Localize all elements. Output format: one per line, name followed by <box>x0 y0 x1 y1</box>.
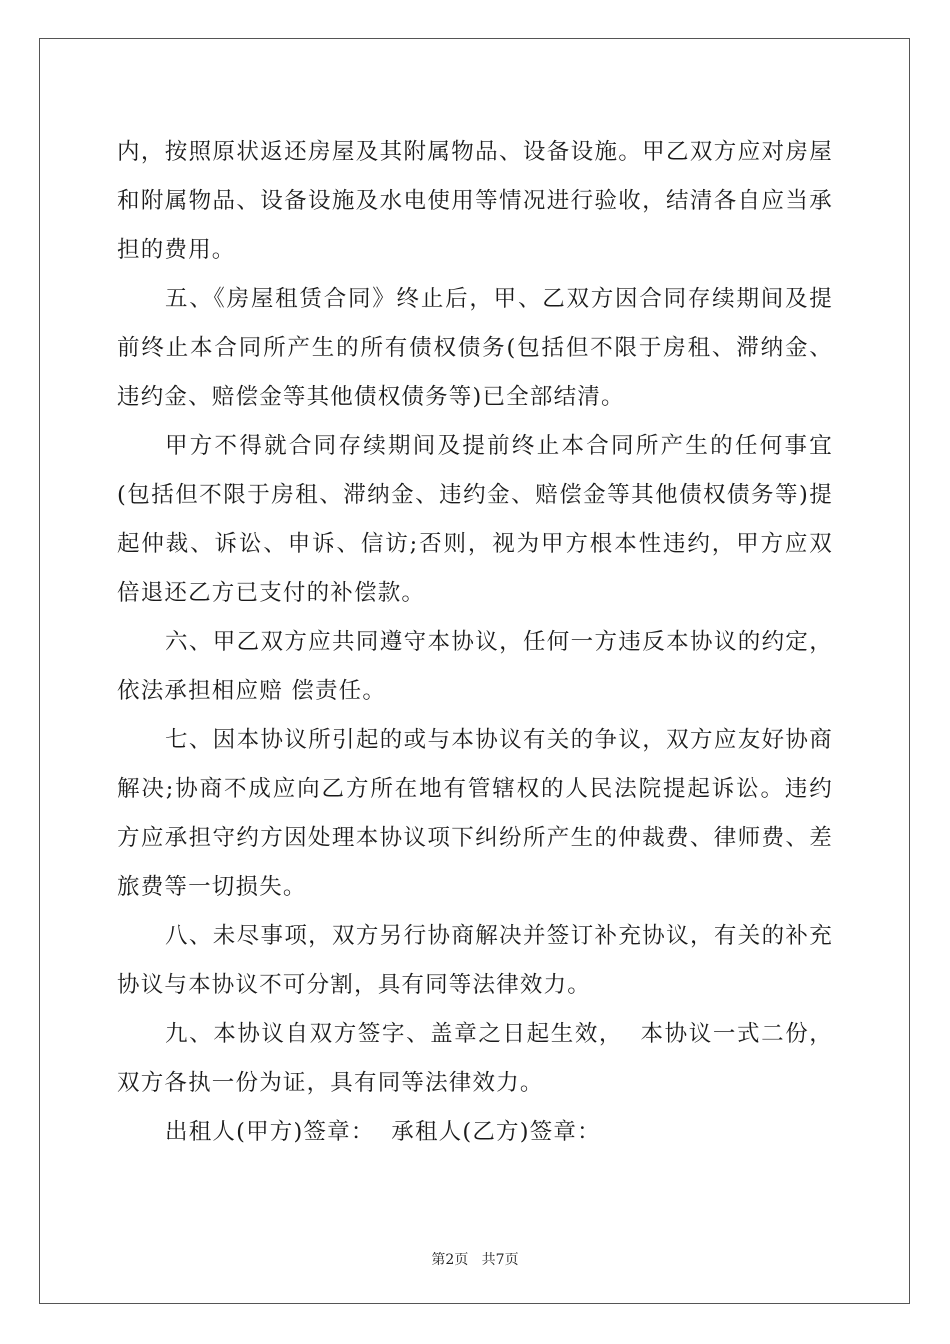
paragraph-continuation: 内，按照原状返还房屋及其附属物品、设备设施。甲乙双方应对房屋和附属物品、设备设施及水电使用等情况进行验收，结清各自应当承担的费用。 <box>117 139 833 263</box>
paragraph-clause-5-extra: 甲方不得就合同存续期间及提前终止本合同所产生的任何事宜(包括但不限于房租、滞纳金、违约金、赔偿金等其他债权债务等)提起仲裁、诉讼、申诉、信访;否则，视为甲方根本性违约，甲方应双倍退还乙方已支付的补偿款。 <box>117 433 833 606</box>
paragraph-clause-8: 八、未尽事项，双方另行协商解决并签订补充协议，有关的补充协议与本协议不可分割，具有同等法律效力。 <box>117 923 833 998</box>
page-number: 第2页 共7页 <box>431 1252 519 1268</box>
paragraph-clause-6: 六、甲乙双方应共同遵守本协议，任何一方违反本协议的约定，依法承担相应赔 偿责任。 <box>117 629 833 704</box>
paragraph-clause-9: 九、本协议自双方签字、盖章之日起生效， 本协议一式二份，双方各执一份为证，具有同等法律效力。 <box>117 1021 833 1096</box>
signature-line: 出租人(甲方)签章： 承租人(乙方)签章： <box>165 1119 601 1145</box>
document-body <box>117 128 833 1157</box>
paragraph-clause-7: 七、因本协议所引起的或与本协议有关的争议，双方应友好协商解决;协商不成应向乙方所在地有管辖权的人民法院提起诉讼。违约方应承担守约方因处理本协议项下纠纷所产生的仲裁费、律师费、差旅费等一切损失。 <box>117 727 833 900</box>
paragraph-clause-5: 五、《房屋租赁合同》终止后，甲、乙双方因合同存续期间及提前终止本合同所产生的所有债权债务(包括但不限于房租、滞纳金、违约金、赔偿金等其他债权债务等)已全部结清。 <box>117 286 833 410</box>
